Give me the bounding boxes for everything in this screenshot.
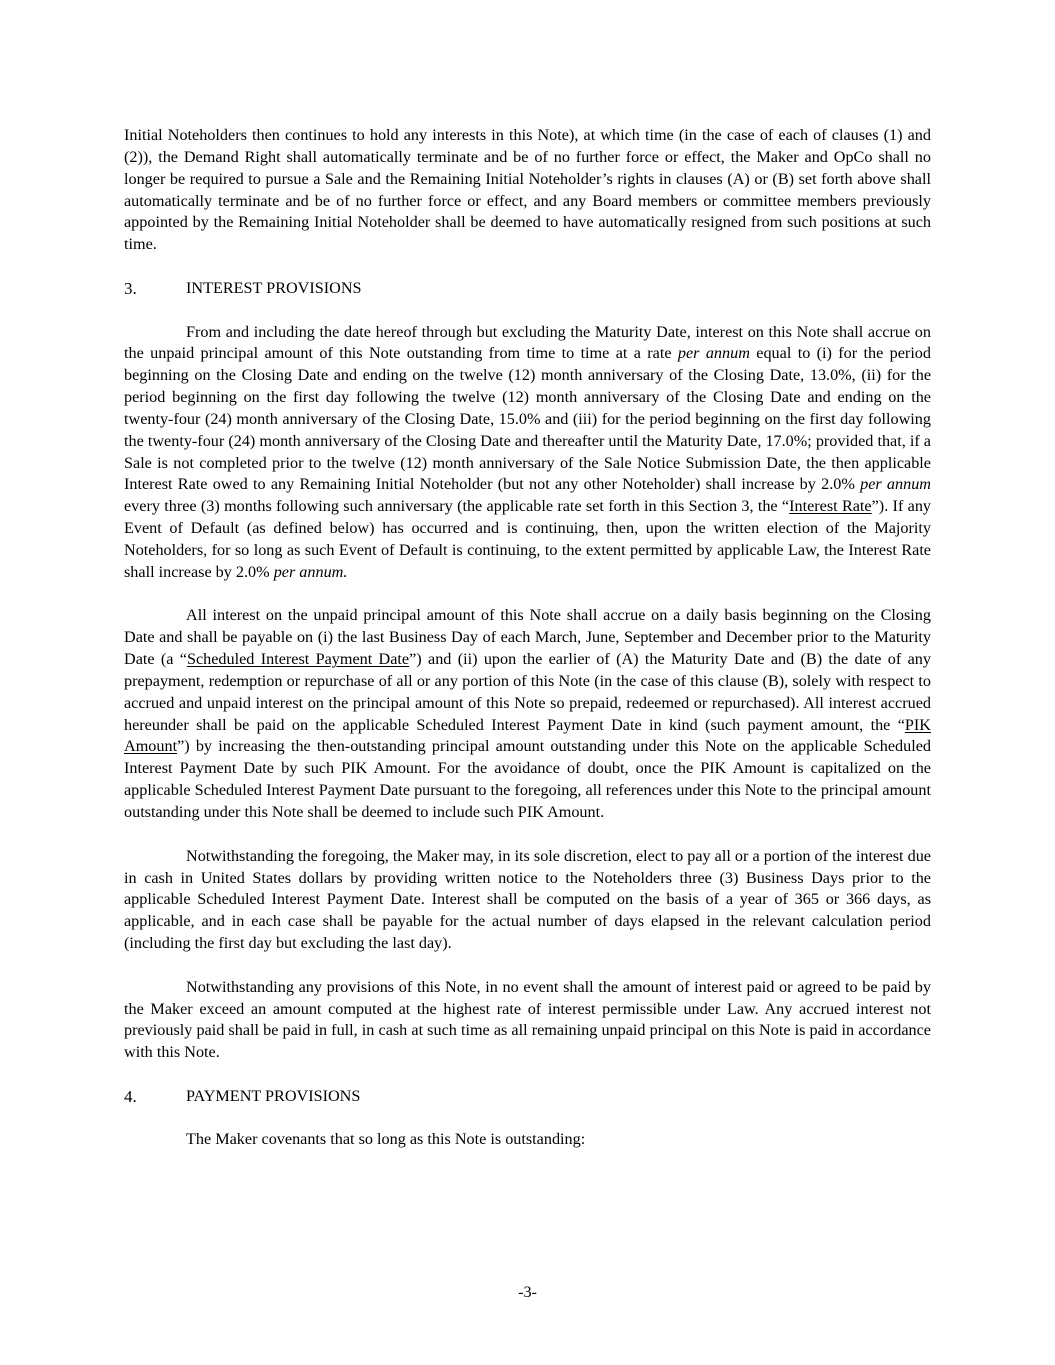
- section-4-number: 4.: [124, 1086, 137, 1106]
- defined-term-pik-amount: PIK Amount: [124, 715, 931, 756]
- defined-term-scheduled-interest-payment-date: Scheduled Interest Payment Date: [186, 650, 410, 669]
- section-3-heading: [124, 278, 931, 300]
- interest-accrual-paragraph: All interest on the unpaid principal amount of this Note shall accrue on a daily basis beginning on the Closing Date and shall be payable on (i) the last Business Day of each March, June, September and December prior to the Maturity Date (a “Scheduled Interest Payment Date”) and (ii) upon the earlier of (A) the Maturity Date and (B) the date of any prepayment, redemption or repurchase of all or any portion of this Note (in the case of this clause (B), solely with respect to accrued and unpaid interest on the principal amount of this Note so prepaid, redeemed or repurchased). All interest accrued hereunder shall be paid on the applicable Scheduled Interest Payment Date in kind (such payment amount, the “PIK Amount”) by increasing the then-outstanding principal amount outstanding under this Note on the applicable Scheduled Interest Payment Date by such PIK Amount. For the avoidance of doubt, once the PIK Amount is capitalized on the applicable Scheduled Interest Payment Date pursuant to the foregoing, all references under this Note to the principal amount outstanding under this Note shall be deemed to include such PIK Amount.: [124, 606, 931, 822]
- section-4-heading: [124, 1086, 931, 1108]
- section-4-title: PAYMENT PROVISIONS: [186, 1086, 361, 1105]
- cash-election-paragraph: Notwithstanding the foregoing, the Maker may, in its sole discretion, elect to pay all or a portion of the interest due in cash in United States dollars by providing written notice to the Noteholders three (3) Business Days prior to the applicable Scheduled Interest Payment Date. Interest shall be computed on the basis of a year of 365 or 366 days, as applicable, and in each case shall be payable for the actual number of days elapsed in the relevant calculation period (including the first day but excluding the last day).: [124, 846, 931, 953]
- covenant-intro-paragraph: The Maker covenants that so long as this Note is outstanding:: [186, 1130, 586, 1149]
- continuation-paragraph: Initial Noteholders then continues to hold any interests in this Note), at which time (in the case of each of clauses (1) and (2)), the Demand Right shall automatically terminate and be of no further force or effect, the Maker and OpCo shall no longer be required to pursue a Sale and the Remaining Initial Noteholder’s rights in clauses (A) or (B) set forth above shall automatically terminate and be of no further force or effect, and any Board members or committee members previously appointed by the Remaining Initial Noteholder shall be deemed to have automatically resigned from such positions at such time.: [124, 126, 931, 254]
- defined-term-interest-rate: Interest Rate: [789, 497, 872, 516]
- page-number: -3-: [518, 1283, 537, 1301]
- section-3-number: 3.: [124, 278, 137, 298]
- interest-rate-paragraph: From and including the date hereof through but excluding the Maturity Date, interest on this Note shall accrue on the unpaid principal amount of this Note outstanding from time to time at a rate per annum equal to (i) for the period beginning on the Closing Date and ending on the twelve (12) month anniversary of the Closing Date, 13.0%, (ii) for the period beginning on the first day following the twelve (12) month anniversary of the Closing Date and ending on the twenty-four (24) month anniversary of the Closing Date, 15.0% and (iii) for the period beginning on the first day following the twenty-four (24) month anniversary of the Closing Date and thereafter until the Maturity Date, 17.0%; provided that, if a Sale is not completed prior to the twelve (12) month anniversary of the Sale Notice Submission Date, the then applicable Interest Rate owed to any Remaining Initial Noteholder (but not any other Noteholder) shall increase by 2.0% per annum every three (3) months following such anniversary (the applicable rate set forth in this Section 3, the “Interest Rate”). If any Event of Default (as defined below) has occurred and is continuing, then, upon the written election of the Majority Noteholders, for so long as such Event of Default is continuing, to the extent permitted by applicable Law, the Interest Rate shall increase by 2.0% per annum.: [124, 322, 932, 581]
- section-3-title: INTEREST PROVISIONS: [186, 278, 362, 297]
- usury-limit-paragraph: Notwithstanding any provisions of this Note, in no event shall the amount of interest paid or agreed to be paid by the Maker exceed an amount computed at the highest rate of interest permissible under Law. Any accrued interest not previously paid shall be paid in full, in cash at such time as all remaining unpaid principal on this Note is paid in accordance with this Note.: [124, 977, 931, 1062]
